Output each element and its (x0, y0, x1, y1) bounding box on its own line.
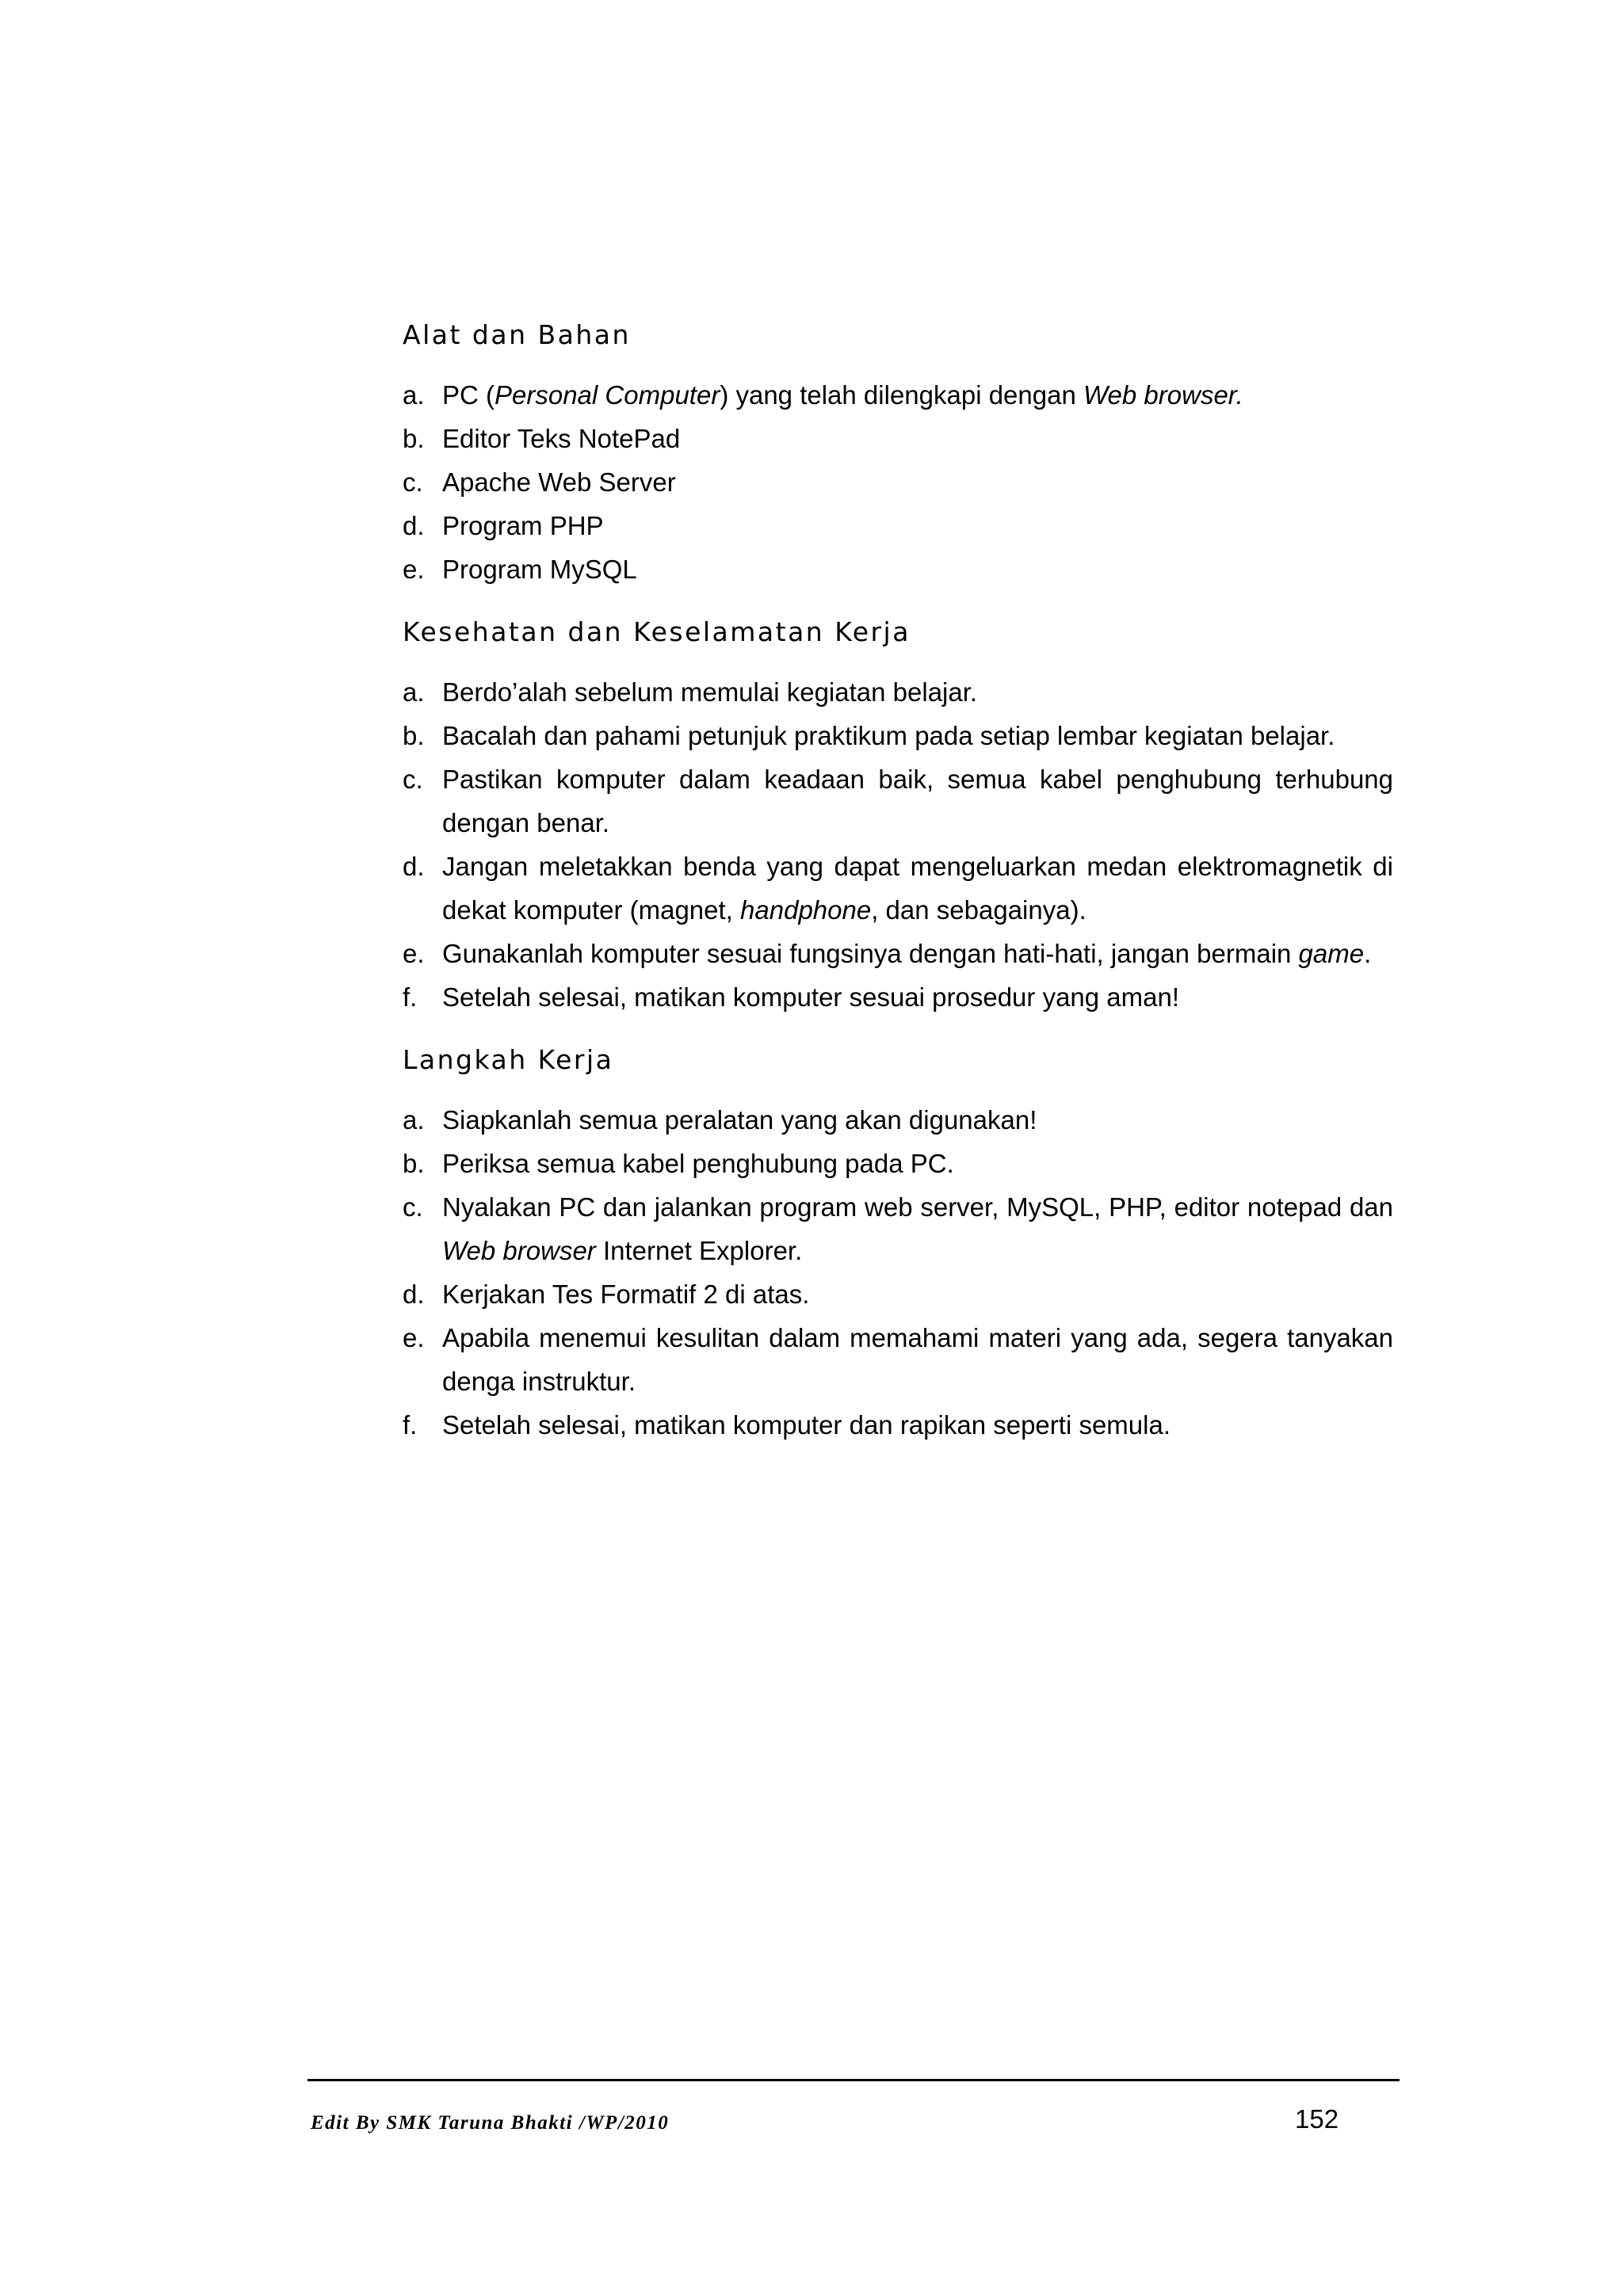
item-text: Setelah selesai, matikan komputer dan rapikan seperti semula. (442, 1410, 1170, 1440)
item-text: Program PHP (442, 511, 604, 540)
item-text: Kerjakan Tes Formatif 2 di atas. (442, 1280, 810, 1309)
section-langkah-kerja (403, 1038, 1393, 1447)
item-text: Gunakanlah komputer sesuai fungsinya dengan hati-hati, jangan bermain game. (442, 939, 1372, 968)
item-text: Editor Teks NotePad (442, 424, 681, 453)
section-heading: Alat dan Bahan (403, 319, 631, 350)
item-text: Program MySQL (442, 555, 637, 584)
item-text: Periksa semua kabel penghubung pada PC. (442, 1149, 954, 1178)
list-item (403, 757, 1393, 845)
list-item (403, 1185, 1393, 1272)
list-item (403, 845, 1393, 932)
list-item (403, 1142, 1393, 1185)
list-item (403, 932, 1393, 975)
list-item (403, 1316, 1393, 1403)
list-marker: c. (403, 467, 423, 497)
section-heading: Langkah Kerja (403, 1044, 614, 1075)
list-marker: c. (403, 765, 423, 794)
list-marker: c. (403, 1192, 423, 1222)
list-item (403, 1098, 1393, 1142)
list-marker: e. (403, 555, 425, 584)
list-marker: e. (403, 939, 425, 968)
list-marker: a. (403, 677, 425, 707)
list-marker: e. (403, 1323, 425, 1352)
item-text: Jangan meletakkan benda yang dapat mengeluarkan medan elektromagnetik di dekat komputer (magnet, handphone, dan sebagainya). (442, 852, 1393, 925)
list-item (403, 670, 1393, 714)
item-text: Apache Web Server (442, 467, 676, 497)
list-marker: d. (403, 511, 425, 540)
list-marker: a. (403, 1105, 425, 1135)
item-list (403, 1098, 1393, 1447)
list-item (403, 975, 1393, 1019)
item-text: Siapkanlah semua peralatan yang akan digunakan! (442, 1105, 1037, 1135)
item-text: Apabila menemui kesulitan dalam memahami materi yang ada, segera tanyakan denga instruktur. (442, 1323, 1393, 1396)
item-text: Pastikan komputer dalam keadaan baik, semua kabel penghubung terhubung dengan benar. (442, 765, 1393, 837)
list-item (403, 714, 1393, 757)
section-heading: Kesehatan dan Keselamatan Kerja (403, 616, 911, 647)
section-alat-dan-bahan (403, 313, 1393, 591)
item-text: Setelah selesai, matikan komputer sesuai prosedur yang aman! (442, 982, 1180, 1012)
list-item (403, 1272, 1393, 1316)
section-kesehatan-keselamatan-kerja (403, 610, 1393, 1019)
list-marker: d. (403, 1280, 425, 1309)
list-marker: b. (403, 721, 425, 750)
list-marker: a. (403, 380, 425, 410)
list-item (403, 373, 1393, 417)
item-text: Bacalah dan pahami petunjuk praktikum pada setiap lembar kegiatan belajar. (442, 721, 1335, 750)
item-list (403, 670, 1393, 1019)
list-marker: b. (403, 1149, 425, 1178)
list-item (403, 504, 1393, 547)
page-content (403, 313, 1393, 1466)
list-marker: b. (403, 424, 425, 453)
item-text: Nyalakan PC dan jalankan program web server, MySQL, PHP, editor notepad dan Web browser Internet Explorer. (442, 1192, 1393, 1265)
list-marker: f. (403, 982, 418, 1012)
list-marker: d. (403, 852, 425, 881)
list-marker: f. (403, 1410, 418, 1440)
list-item (403, 1403, 1393, 1447)
list-item (403, 460, 1393, 504)
list-item (403, 547, 1393, 591)
footer-divider (307, 2079, 1400, 2081)
item-list (403, 373, 1393, 591)
page-number: 152 (1295, 2104, 1339, 2134)
item-text: PC (Personal Computer) yang telah dilengkapi dengan Web browser. (442, 380, 1243, 410)
footer-credit: Edit By SMK Taruna Bhakti /WP/2010 (311, 2112, 670, 2134)
item-text: Berdo’alah sebelum memulai kegiatan belajar. (442, 677, 978, 707)
list-item (403, 417, 1393, 460)
